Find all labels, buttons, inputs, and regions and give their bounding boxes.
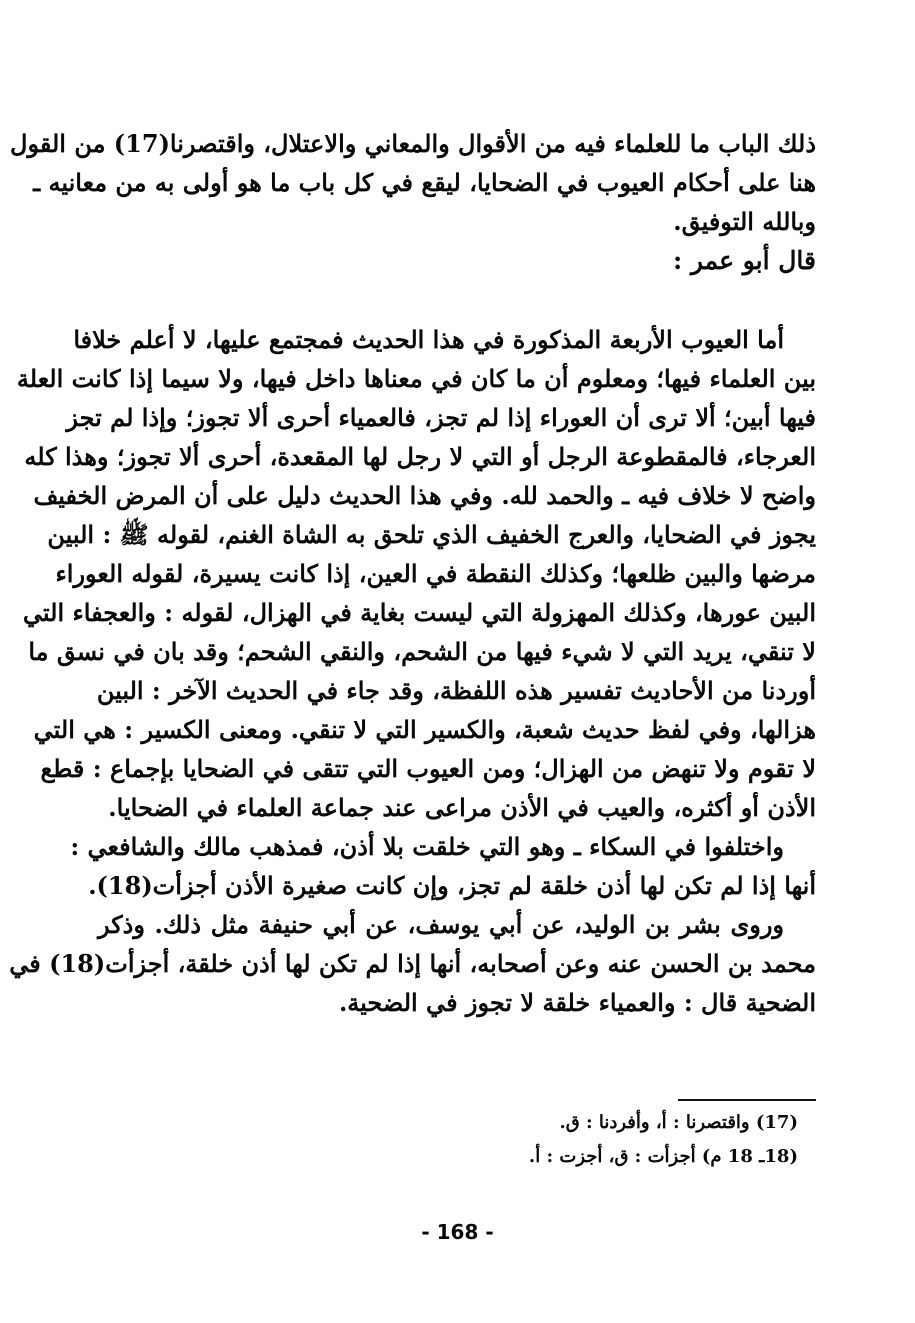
text-line: هنا على أحكام العيوب في الضحايا، ليقع في كل باب ما هو أولى به من معانيه ـ bbox=[33, 168, 816, 197]
text-line: الضحية قال : والعمياء خلقة لا تجوز في الضحية. bbox=[338, 988, 816, 1017]
text-line: لا تنقي، يريد التي لا شيء فيها من الشحم، والنقي الشحم؛ وقد بان في نسق ما bbox=[28, 637, 816, 666]
text-line: مرضها والبين ظلعها؛ وكذلك النقطة في العين، إذا كانت يسيرة، لقوله العوراء bbox=[55, 559, 816, 588]
text-line: فيها أبين؛ ألا ترى أن العوراء إذا لم تجز، فالعمياء أحرى ألا تجوز؛ وإذا لم تجز bbox=[66, 403, 816, 432]
text-line: واضح لا خلاف فيه ـ والحمد لله. وفي هذا الحديث دليل على أن المرض الخفيف bbox=[33, 481, 816, 510]
text-line: أما العيوب الأربعة المذكورة في هذا الحديث فمجتمع عليها، لا أعلم خلافا bbox=[73, 325, 784, 354]
text-line: محمد بن الحسن عنه وعن أصحابه، أنها إذا لم تكن لها أذن خلقة، أجزأت(18) في bbox=[9, 949, 816, 978]
text-line: الأذن أو أكثره، والعيب في الأذن مراعى عند جماعة العلماء في الضحايا. bbox=[108, 793, 816, 822]
footnote: (18ـ 18 م) أجزأت : ق، أجزت : أ. bbox=[528, 1146, 798, 1167]
text-line: بين العلماء فيها؛ ومعلوم أن ما كان في معناها داخل فيها، ولا سيما إذا كانت العلة bbox=[16, 364, 816, 393]
text-line: وبالله التوفيق. bbox=[673, 207, 816, 236]
text-line: العرجاء، فالمقطوعة الرجل أو التي لا رجل لها المقعدة، أحرى ألا تجوز؛ وهذا كله bbox=[24, 442, 816, 471]
footnote-separator bbox=[678, 1099, 816, 1101]
body-text bbox=[9, 320, 816, 1022]
text-line: وروى بشر بن الوليد، عن أبي يوسف، عن أبي حنيفة مثل ذلك. وذكر bbox=[98, 910, 784, 939]
text-line: لا تقوم ولا تنهض من الهزال؛ ومن العيوب التي تتقى في الضحايا بإجماع : قطع bbox=[40, 754, 816, 783]
intro-paragraph bbox=[10, 124, 816, 280]
section-heading: قال أبو عمر : bbox=[672, 246, 816, 275]
text-line: هزالها، وفي لفظ حديث شعبة، والكسير التي لا تنقي. ومعنى الكسير : هي التي bbox=[33, 715, 816, 744]
text-line: ذلك الباب ما للعلماء فيه من الأقوال والمعاني والاعتلال، واقتصرنا(17) من القول bbox=[10, 129, 816, 158]
footnote: (17) واقتصرنا : أ، وأفردنا : ق. bbox=[559, 1112, 798, 1133]
text-line: البين عورها، وكذلك المهزولة التي ليست بغاية في الهزال، لقوله : والعجفاء التي bbox=[22, 598, 816, 627]
footnotes bbox=[98, 1106, 798, 1174]
text-line: أوردنا من الأحاديث تفسير هذه اللفظة، وقد جاء في الحديث الآخر : البين bbox=[96, 676, 816, 705]
text-line: يجوز في الضحايا، والعرج الخفيف الذي تلحق به الشاة الغنم، لقوله ﷺ : البين bbox=[47, 520, 816, 549]
text-line: واختلفوا في السكاء ـ وهو التي خلقت بلا أذن، فمذهب مالك والشافعي : bbox=[70, 832, 784, 861]
text-line: أنها إذا لم تكن لها أذن خلقة لم تجز، وإن كانت صغيرة الأذن أجزأت(18). bbox=[88, 871, 816, 900]
page-number: - 168 - bbox=[421, 1220, 494, 1244]
